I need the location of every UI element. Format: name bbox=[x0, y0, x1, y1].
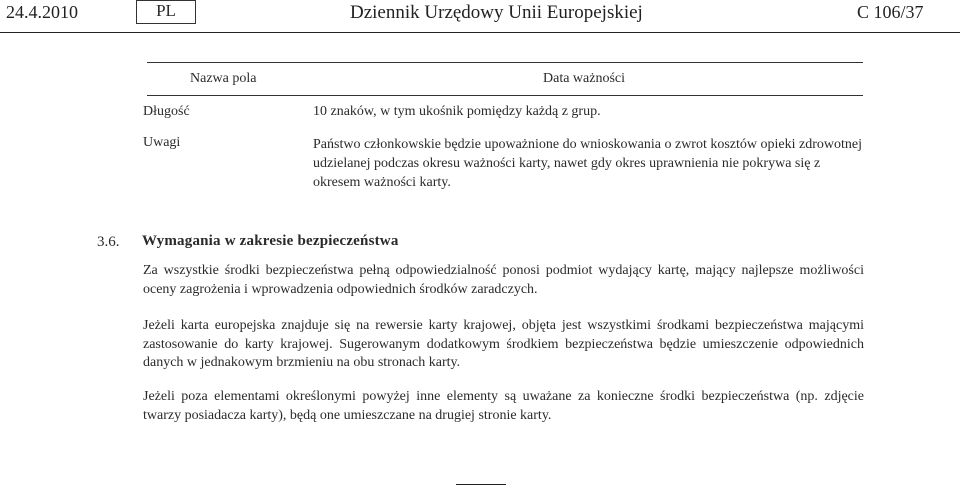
table-row-text-length: 10 znaków, w tym ukośnik pomiędzy każdą z grup. bbox=[313, 104, 601, 119]
section-number: 3.6. bbox=[97, 234, 120, 250]
paragraph: Jeżeli karta europejska znajduje się na rewersie karty krajowej, objęta jest wszystkimi środkami bezpieczeństwa mającymi zastosowanie do karty krajowej. Sugerowanym dodatkowym środkiem bezpieczeństwa będzie umieszczenie odpowiednich danych w jednakowym brzmieniu na obu stronach karty. bbox=[143, 318, 864, 370]
paragraph: Jeżeli poza elementami określonymi powyżej inne elementy są uważane za konieczne środki bezpieczeństwa (np. zdjęcie twarzy posiadacza karty), będą one umieszczane na drugiej stronie karty. bbox=[143, 389, 864, 423]
table-header-field-name: Nazwa pola bbox=[190, 71, 257, 86]
table-top-border bbox=[147, 62, 863, 63]
language-badge: PL bbox=[136, 0, 196, 24]
journal-title: Dziennik Urzędowy Unii Europejskiej bbox=[350, 2, 643, 23]
page-reference: C 106/37 bbox=[857, 2, 924, 22]
section-title: Wymagania w zakresie bezpieczeństwa bbox=[142, 233, 399, 249]
table-row-text-notes: Państwo członkowskie będzie upoważnione do wnioskowania o zwrot kosztów opieki zdrowotnej udzielanej podczas okresu ważności karty, nawet gdy okres uprawnienia nie pokrywa się z okresem ważności karty. bbox=[313, 137, 862, 190]
table-header-field-value: Data ważności bbox=[543, 71, 626, 86]
table-row-label-length: Długość bbox=[143, 104, 190, 119]
footnote-divider bbox=[456, 484, 506, 485]
table-header-divider bbox=[147, 95, 863, 96]
header-divider bbox=[0, 32, 960, 33]
header-date: 24.4.2010 bbox=[6, 2, 78, 22]
paragraph: Za wszystkie środki bezpieczeństwa pełną odpowiedzialność ponosi podmiot wydający kartę, mający najlepsze możliwości oceny zagrożenia i wprowadzenia odpowiednich środków zaradczych. bbox=[143, 263, 864, 297]
table-row-label-notes: Uwagi bbox=[143, 135, 181, 150]
